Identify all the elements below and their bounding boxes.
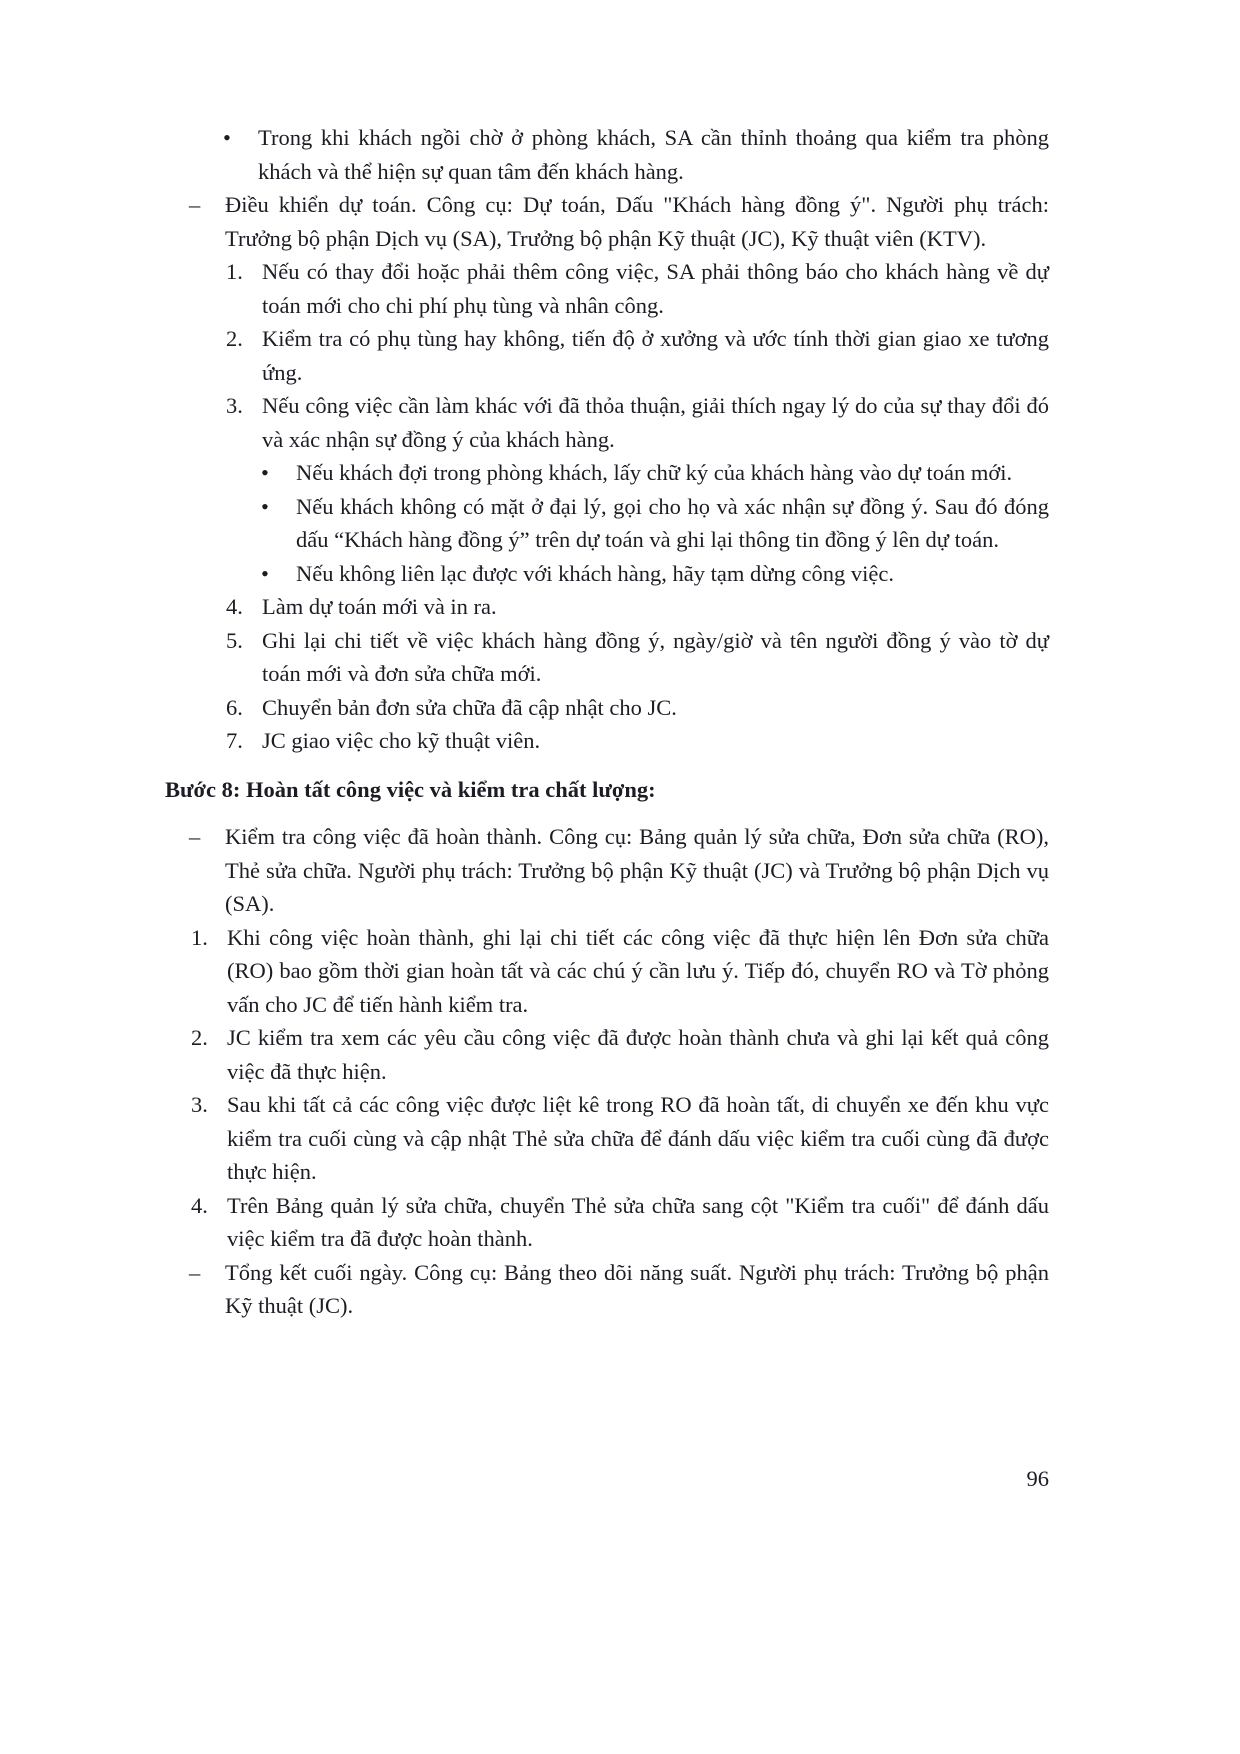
list-text: Nếu có thay đổi hoặc phải thêm công việc, SA phải thông báo cho khách hàng về dự toán mới cho chi phí phụ tùng và nhân công. <box>262 259 1049 318</box>
list-text: Trên Bảng quản lý sửa chữa, chuyển Thẻ sửa chữa sang cột "Kiểm tra cuối" để đánh dấu việc kiểm tra đã được hoàn thành. <box>227 1192 1049 1251</box>
list-item <box>165 1088 1049 1189</box>
heading-text: Bước 8: Hoàn tất công việc và kiểm tra chất lượng: <box>165 776 656 802</box>
list-text: Làm dự toán mới và in ra. <box>262 594 497 619</box>
list-item <box>165 820 1049 921</box>
list-text: JC giao việc cho kỹ thuật viên. <box>262 728 541 753</box>
list-number: 5. <box>226 627 243 653</box>
list-number: 2. <box>226 326 243 351</box>
bullet-icon: • <box>261 460 269 485</box>
dash-icon: – <box>189 1259 201 1285</box>
bullet-icon: • <box>223 125 231 150</box>
list-number: 3. <box>226 393 243 418</box>
list-text: Ghi lại chi tiết về việc khách hàng đồng ý, ngày/giờ và tên người đồng ý vào tờ dự toán mới và đơn sửa chữa mới. <box>262 627 1049 686</box>
dash-icon: – <box>189 192 201 217</box>
list-item <box>165 691 1049 725</box>
bullet-icon: • <box>261 493 269 519</box>
list-item <box>165 389 1049 456</box>
list-item <box>165 724 1049 758</box>
list-text: Nếu khách đợi trong phòng khách, lấy chữ ký của khách hàng vào dự toán mới. <box>296 460 1013 485</box>
list-number: 4. <box>191 1192 208 1218</box>
page-number: 96 <box>1026 1466 1049 1491</box>
list-number: 1. <box>191 924 208 950</box>
list-text: Nếu khách không có mặt ở đại lý, gọi cho họ và xác nhận sự đồng ý. Sau đó đóng dấu “Khách hàng đồng ý” trên dự toán và ghi lại thông tin đồng ý lên dự toán. <box>296 493 1049 552</box>
list-item <box>165 121 1049 188</box>
list-item <box>165 322 1049 389</box>
section-heading <box>165 773 1049 807</box>
list-item <box>165 188 1049 255</box>
list-item <box>165 255 1049 322</box>
list-number: 4. <box>226 594 243 619</box>
list-item <box>165 1189 1049 1256</box>
list-text: JC kiểm tra xem các yêu cầu công việc đã được hoàn thành chưa và ghi lại kết quả công việc đã thực hiện. <box>227 1025 1049 1084</box>
list-item <box>165 624 1049 691</box>
document-page <box>165 121 1049 1323</box>
list-text: Điều khiển dự toán. Công cụ: Dự toán, Dấu "Khách hàng đồng ý". Người phụ trách: Trưởng bộ phận Dịch vụ (SA), Trưởng bộ phận Kỹ thuật (JC), Kỹ thuật viên (KTV). <box>225 192 1049 251</box>
dash-icon: – <box>189 824 201 849</box>
list-number: 7. <box>226 728 243 753</box>
bullet-icon: • <box>261 560 269 586</box>
list-number: 1. <box>226 259 243 284</box>
list-text: Nếu không liên lạc được với khách hàng, hãy tạm dừng công việc. <box>296 560 895 586</box>
list-item <box>165 490 1049 557</box>
list-text: Khi công việc hoàn thành, ghi lại chi tiết các công việc đã thực hiện lên Đơn sửa chữa (RO) bao gồm thời gian hoàn tất và các chú ý cần lưu ý. Tiếp đó, chuyển RO và Tờ phỏng vấn cho JC để tiến hành kiểm tra. <box>227 924 1049 1017</box>
list-number: 3. <box>191 1092 208 1117</box>
list-number: 6. <box>226 694 243 720</box>
list-item <box>165 1256 1049 1323</box>
list-number: 2. <box>191 1025 208 1050</box>
list-text: Kiểm tra công việc đã hoàn thành. Công cụ: Bảng quản lý sửa chữa, Đơn sửa chữa (RO), Thẻ sửa chữa. Người phụ trách: Trưởng bộ phận Kỹ thuật (JC) và Trưởng bộ phận Dịch vụ (SA). <box>225 824 1049 916</box>
list-item <box>165 590 1049 624</box>
list-text: Sau khi tất cả các công việc được liệt kê trong RO đã hoàn tất, di chuyển xe đến khu vực kiểm tra cuối cùng và cập nhật Thẻ sửa chữa để đánh dấu việc kiểm tra cuối cùng đã được thực hiện. <box>227 1092 1049 1184</box>
list-text: Chuyển bản đơn sửa chữa đã cập nhật cho JC. <box>262 694 677 720</box>
list-text: Nếu công việc cần làm khác với đã thỏa thuận, giải thích ngay lý do của sự thay đổi đó và xác nhận sự đồng ý của khách hàng. <box>262 393 1049 452</box>
list-item <box>165 456 1049 490</box>
list-text: Trong khi khách ngồi chờ ở phòng khách, SA cần thỉnh thoảng qua kiểm tra phòng khách và thể hiện sự quan tâm đến khách hàng. <box>258 125 1049 184</box>
list-item <box>165 921 1049 1022</box>
list-item <box>165 1021 1049 1088</box>
list-text: Kiểm tra có phụ tùng hay không, tiến độ ở xưởng và ước tính thời gian giao xe tương ứng. <box>262 326 1049 385</box>
list-text: Tổng kết cuối ngày. Công cụ: Bảng theo dõi năng suất. Người phụ trách: Trưởng bộ phận Kỹ thuật (JC). <box>225 1259 1049 1318</box>
list-item <box>165 557 1049 591</box>
